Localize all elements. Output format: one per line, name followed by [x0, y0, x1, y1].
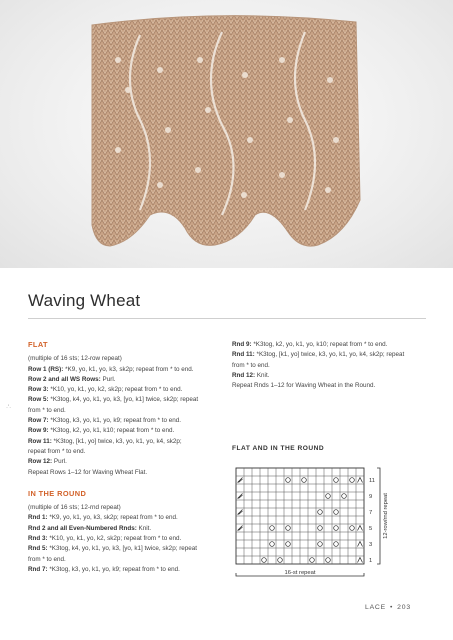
stitch-repeat-label: 16-st repeat	[284, 570, 316, 576]
margin-mark: ·'·	[6, 405, 12, 411]
row-label: Rnd 12:	[232, 371, 256, 379]
row-label: Rnd 2 and all Even-Numbered Rnds:	[28, 524, 137, 532]
instruction-line	[28, 354, 216, 364]
chart-row-number: 7	[369, 510, 373, 517]
footer-separator: •	[389, 604, 394, 611]
row-repeat-bracket	[377, 468, 380, 564]
row-text: from * to end.	[232, 361, 270, 369]
row-text: (multiple of 16 sts; 12-rnd repeat)	[28, 504, 121, 512]
flat-instructions	[28, 354, 216, 478]
row-text: *K3tog, k2, yo, k1, yo, k10; repeat from * to end.	[251, 341, 388, 348]
instruction-line	[28, 457, 216, 467]
instruction-line	[28, 447, 216, 457]
row-text: *K9, yo, k1, yo, k3, sk2p; repeat from * to end.	[63, 365, 194, 373]
instruction-line	[28, 503, 216, 513]
instruction-line	[28, 426, 216, 436]
page-number: 203	[397, 604, 411, 611]
instruction-line	[28, 437, 216, 447]
page-footer	[365, 604, 411, 611]
instruction-line	[28, 555, 216, 565]
instruction-line	[28, 524, 216, 534]
instruction-line	[28, 365, 216, 375]
instruction-line	[232, 361, 432, 371]
row-text: Knit.	[255, 371, 270, 379]
row-text: from * to end.	[28, 406, 66, 414]
instruction-line	[232, 381, 432, 391]
instruction-line	[232, 350, 432, 360]
knit-swatch-image	[0, 0, 453, 268]
row-text: *K3tog, k4, yo, k1, yo, k3, [yo, k1] twice, sk2p; repeat	[47, 545, 198, 553]
row-label: Rnd 11:	[232, 351, 255, 359]
footer-section: LACE	[365, 604, 386, 611]
round-heading: IN THE ROUND	[28, 488, 87, 498]
row-label: Rnd 7:	[28, 565, 48, 573]
row-text: Knit.	[136, 524, 152, 532]
row-label: Row 7:	[28, 417, 49, 425]
instructions-right-column	[232, 340, 432, 391]
row-label: Row 3:	[28, 386, 49, 394]
pattern-title: Waving Wheat	[28, 291, 141, 310]
row-label: Rnd 3:	[28, 535, 48, 543]
title-divider	[28, 318, 426, 319]
row-text: *K3tog, k4, yo, k1, yo, k3, [yo, k1] twice, sk2p; repeat	[48, 396, 199, 404]
row-text: repeat from * to end.	[28, 447, 86, 455]
round-instructions-continued	[232, 340, 432, 391]
instruction-line	[28, 416, 216, 426]
row-label: Row 2 and all WS Rows:	[28, 375, 101, 383]
round-instructions	[28, 503, 216, 575]
row-text: *K9, yo, k1, yo, k3, sk2p; repeat from * to end.	[47, 514, 178, 522]
instruction-line	[28, 395, 216, 405]
row-text: *K3tog, [k1, yo] twice, k3, yo, k1, yo, k4, sk2p;	[51, 437, 182, 445]
chart-row-number: 9	[369, 494, 373, 501]
row-label: Rnd 9:	[232, 341, 252, 348]
instruction-line	[28, 565, 216, 575]
row-label: Row 1 (RS):	[28, 365, 64, 373]
stitch-chart	[228, 460, 408, 585]
chart-row-number: 3	[369, 542, 373, 549]
row-text: *K3tog, [k1, yo] twice, k3, yo, k1, yo, k4, sk2p; repeat	[254, 351, 405, 359]
row-text: (multiple of 16 sts; 12-row repeat)	[28, 355, 122, 363]
row-text: from * to end.	[28, 555, 66, 563]
instructions-left-column	[28, 340, 216, 575]
instruction-line	[28, 385, 216, 395]
row-text: Repeat Rows 1–12 for Waving Wheat Flat.	[28, 468, 148, 476]
row-text: Purl.	[52, 458, 67, 466]
row-label: Row 11:	[28, 437, 52, 445]
instruction-line	[28, 375, 216, 385]
instruction-line	[28, 534, 216, 544]
row-text: *K3tog, k3, yo, k1, yo, k9; repeat from * to end.	[48, 417, 181, 425]
row-label: Row 12:	[28, 458, 53, 466]
instruction-line	[28, 513, 216, 523]
flat-heading: FLAT	[28, 340, 48, 349]
row-text: *K10, yo, k1, yo, k2, sk2p; repeat from * to end.	[47, 535, 182, 543]
chart-row-number: 1	[369, 558, 373, 565]
row-repeat-label: 12-row/rnd repeat	[383, 493, 389, 539]
chart-title: FLAT AND IN THE ROUND	[232, 445, 325, 452]
instruction-line	[28, 468, 216, 478]
instruction-line	[232, 371, 432, 381]
swatch-photo	[0, 0, 453, 268]
chart-row-number: 11	[369, 478, 376, 485]
chart-row-number: 5	[369, 526, 373, 533]
instruction-line	[28, 544, 216, 554]
row-text: *K3tog, k3, yo, k1, yo, k9; repeat from * to end.	[47, 565, 180, 573]
row-text: Purl.	[100, 375, 116, 383]
row-label: Rnd 5:	[28, 545, 48, 553]
instruction-line	[232, 340, 432, 350]
row-label: Rnd 1:	[28, 514, 48, 522]
row-text: Repeat Rnds 1–12 for Waving Wheat in the Round.	[232, 382, 376, 390]
row-text: *K10, yo, k1, yo, k2, sk2p; repeat from * to end.	[48, 386, 183, 394]
row-label: Row 5:	[28, 396, 49, 404]
row-label: Row 9:	[28, 427, 49, 435]
row-text: *K3tog, k2, yo, k1, k10; repeat from * to end.	[48, 427, 175, 435]
instruction-line	[28, 406, 216, 416]
